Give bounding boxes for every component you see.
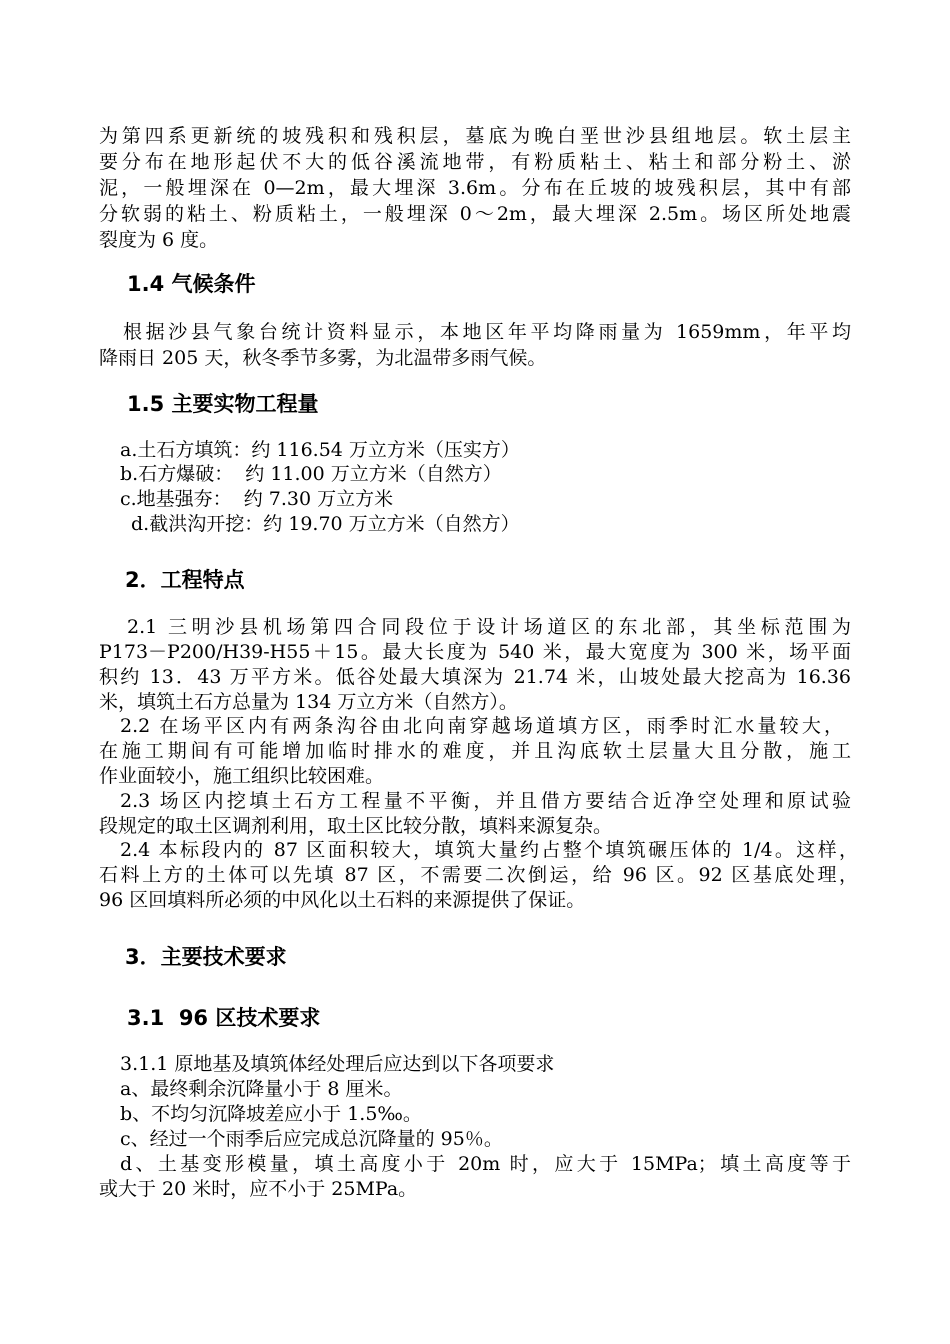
body-text-line: 段规定的取土区调剂利用，取土区比较分散，填料来源复杂。 <box>99 815 613 837</box>
body-text-line: 或大于 20 米时，应不小于 25MPa。 <box>99 1178 418 1200</box>
list-item: c.地基强夯： 约 7.30 万立方米 <box>120 488 394 510</box>
body-text-line: 积约 13．43 万平方米。低谷处最大填深为 21.74 米，山坡处最大挖高为 16.36 <box>99 666 851 688</box>
body-text-line: 96 区回填料所必须的中风化以土石料的来源提供了保证。 <box>99 889 586 911</box>
list-item: b、不均匀沉降坡差应小于 1.5‰。 <box>120 1103 422 1125</box>
body-text-line: 分软弱的粘土、粉质粘土，一般埋深 0～2m，最大埋深 2.5m。场区所处地震 <box>99 203 851 225</box>
body-text-line: P173－P200/H39-H55＋15。最大长度为 540 米，最大宽度为 300 米，场平面 <box>99 641 851 663</box>
body-text-line: 为第四系更新统的坡残积和残积层，墓底为晚白垩世沙县组地层。软土层主 <box>99 125 851 147</box>
body-text-line: 3.1.1 原地基及填筑体经处理后应达到以下各项要求 <box>120 1053 555 1075</box>
body-text-line: 在施工期间有可能增加临时排水的难度，并且沟底软土层量大且分散，施工 <box>99 740 851 762</box>
section-heading-3: 3．主要技术要求 <box>125 945 287 969</box>
body-text-line: 2.3 场区内挖填土石方工程量不平衡，并且借方要结合近净空处理和原试验 <box>120 790 851 812</box>
section-heading-3-1: 3.1 96 区技术要求 <box>127 1006 321 1030</box>
body-text-line: 2.2 在场平区内有两条沟谷由北向南穿越场道填方区，雨季时汇水量较大， <box>120 715 843 737</box>
list-item: b.石方爆破： 约 11.00 万立方米（自然方） <box>120 463 502 485</box>
body-text-line: 2.4 本标段内的 87 区面积较大，填筑大量约占整个填筑碾压体的 1/4。这样， <box>120 839 858 861</box>
body-text-line: 米，填筑土石方总量为 134 万立方米（自然方）。 <box>99 691 518 713</box>
body-text-line: 2.1 三明沙县机场第四合同段位于设计场道区的东北部，其坐标范围为 <box>127 616 851 638</box>
section-heading-1-5: 1.5 主要实物工程量 <box>127 392 319 416</box>
body-text-line: 石料上方的土体可以先填 87 区，不需要二次倒运，给 96 区。92 区基底处理， <box>99 864 858 886</box>
body-text-line: 根据沙县气象台统计资料显示，本地区年平均降雨量为 1659mm，年平均 <box>123 321 851 343</box>
list-item: a.土石方填筑：约 116.54 万立方米（压实方） <box>120 439 520 461</box>
body-text-line: 降雨日 205 天，秋冬季节多雾，为北温带多雨气候。 <box>99 347 547 369</box>
body-text-line: 泥，一般埋深在 0—2m，最大埋深 3.6m。分布在丘坡的坡残积层，其中有部 <box>99 177 851 199</box>
section-heading-1-4: 1.4 气候条件 <box>127 272 256 296</box>
list-item: d、土基变形模量，填土高度小于 20m 时，应大于 15MPa；填土高度等于 <box>120 1153 851 1175</box>
body-text-line: 作业面较小，施工组织比较困难。 <box>99 765 385 787</box>
section-heading-2: 2．工程特点 <box>125 568 245 592</box>
list-item: c、经过一个雨季后应完成总沉降量的 95％。 <box>120 1128 503 1150</box>
list-item: a、最终剩余沉降量小于 8 厘米。 <box>120 1078 403 1100</box>
body-text-line: 裂度为 6 度。 <box>99 229 219 251</box>
body-text-line: 要分布在地形起伏不大的低谷溪流地带，有粉质粘土、粘土和部分粉土、淤 <box>99 151 851 173</box>
list-item: d.截洪沟开挖：约 19.70 万立方米（自然方） <box>131 513 520 535</box>
